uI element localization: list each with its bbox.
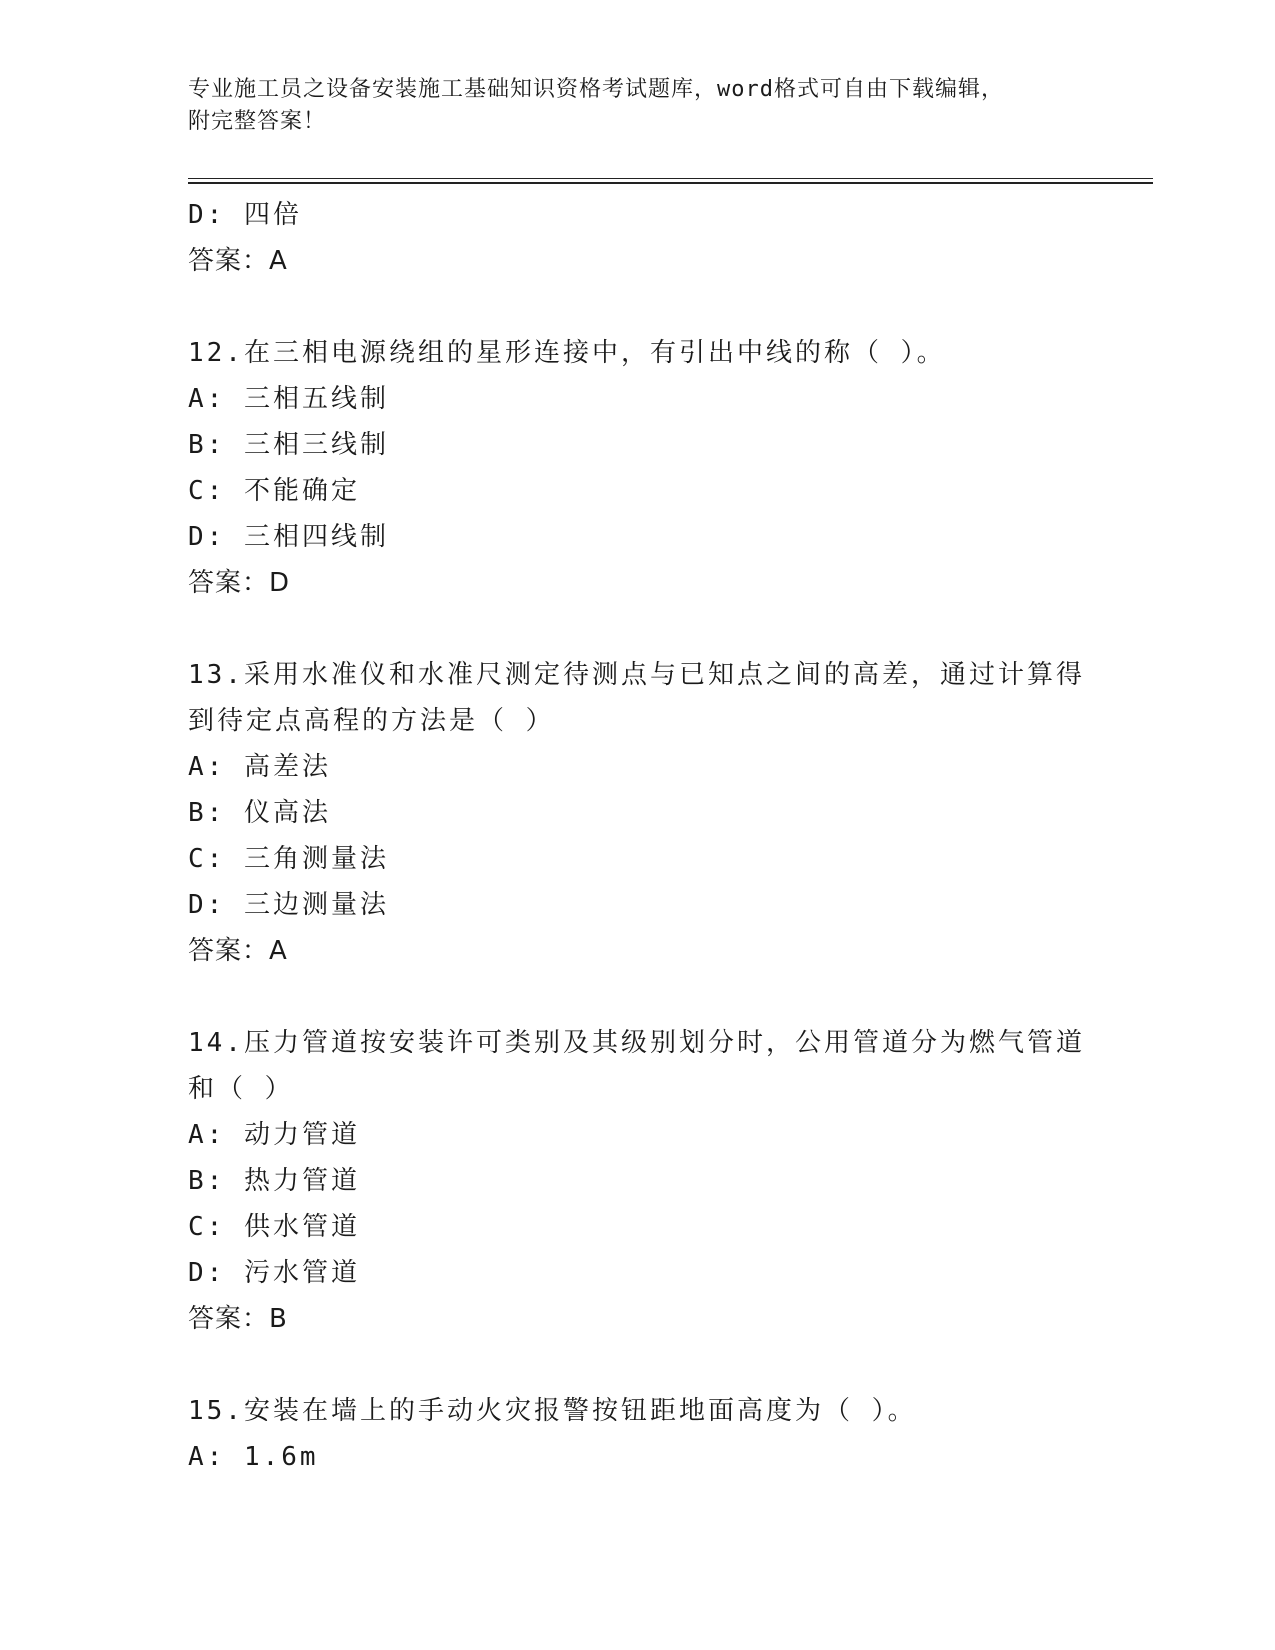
question-14-option-b: B: 热力管道 bbox=[188, 1166, 360, 1196]
question-15-option-a: A: 1.6m bbox=[188, 1442, 319, 1472]
question-15 bbox=[188, 1388, 1088, 1480]
question-13-option-d: D: 三边测量法 bbox=[188, 890, 389, 920]
spacer bbox=[188, 1342, 1088, 1388]
question-14-stem-line-2: 和（ ） bbox=[188, 1074, 294, 1104]
question-15-stem: 15.安装在墙上的手动火灾报警按钮距地面高度为（ ）。 bbox=[188, 1396, 917, 1426]
question-12-option-d: D: 三相四线制 bbox=[188, 522, 389, 552]
question-13 bbox=[188, 652, 1088, 974]
header-line-2: 附完整答案！ bbox=[188, 109, 327, 134]
header-line-1: 专业施工员之设备安装施工基础知识资格考试题库，word格式可自由下载编辑， bbox=[188, 77, 1004, 102]
document-header bbox=[188, 74, 1088, 138]
spacer bbox=[188, 974, 1088, 1020]
question-list bbox=[188, 192, 1088, 1480]
question-11-option-d: D: 四倍 bbox=[188, 200, 302, 230]
question-13-stem-line-2: 到待定点高程的方法是（ ） bbox=[188, 706, 555, 736]
question-12-answer: 答案：D bbox=[188, 568, 291, 598]
question-14-option-d: D: 污水管道 bbox=[188, 1258, 360, 1288]
question-14 bbox=[188, 1020, 1088, 1342]
question-11-answer: 答案：A bbox=[188, 246, 288, 276]
question-12 bbox=[188, 330, 1088, 606]
question-13-option-b: B: 仪高法 bbox=[188, 798, 331, 828]
spacer bbox=[188, 284, 1088, 330]
question-14-option-c: C: 供水管道 bbox=[188, 1212, 360, 1242]
question-14-stem-line-1: 14.压力管道按安装许可类别及其级别划分时，公用管道分为燃气管道 bbox=[188, 1028, 1085, 1058]
question-12-stem: 12.在三相电源绕组的星形连接中，有引出中线的称（ ）。 bbox=[188, 338, 946, 368]
question-14-answer: 答案：B bbox=[188, 1304, 288, 1334]
question-13-stem-line-1: 13.采用水准仪和水准尺测定待测点与已知点之间的高差，通过计算得 bbox=[188, 660, 1085, 690]
question-13-option-c: C: 三角测量法 bbox=[188, 844, 389, 874]
question-12-option-c: C: 不能确定 bbox=[188, 476, 360, 506]
question-13-answer: 答案：A bbox=[188, 936, 288, 966]
question-14-option-a: A: 动力管道 bbox=[188, 1120, 360, 1150]
question-13-option-a: A: 高差法 bbox=[188, 752, 331, 782]
question-12-option-b: B: 三相三线制 bbox=[188, 430, 389, 460]
spacer bbox=[188, 606, 1088, 652]
question-12-option-a: A: 三相五线制 bbox=[188, 384, 389, 414]
header-divider-thin bbox=[188, 178, 1153, 179]
header-divider-thick bbox=[188, 182, 1153, 184]
